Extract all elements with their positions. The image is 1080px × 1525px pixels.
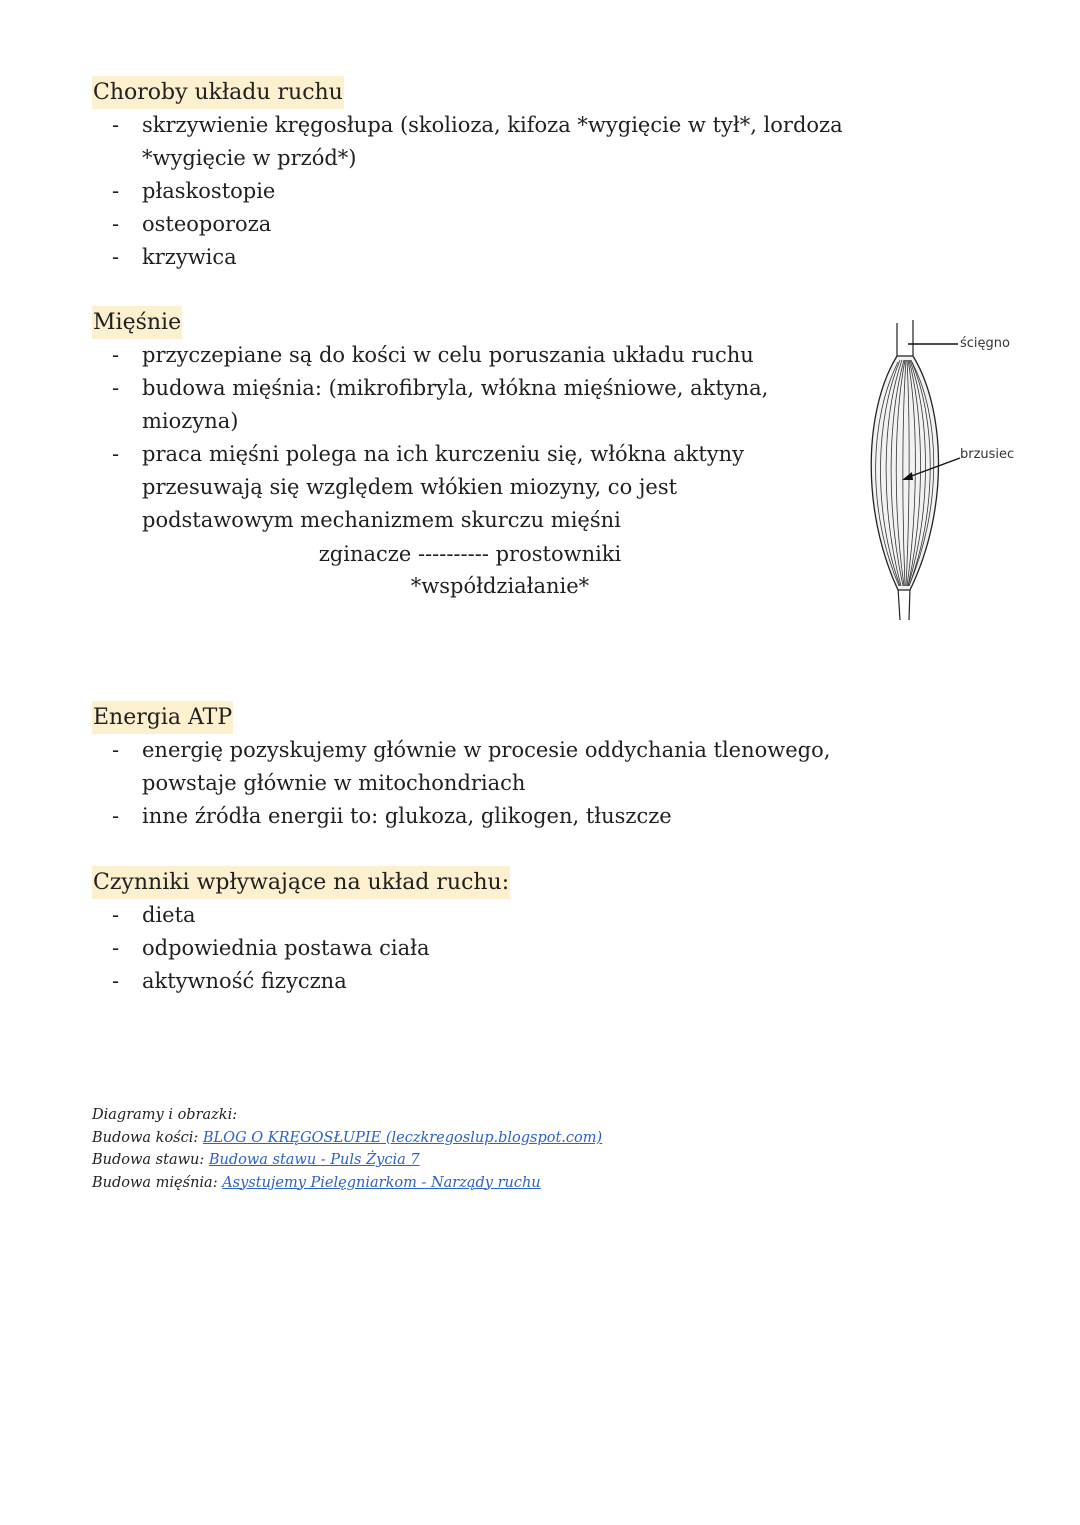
list-item: - odpowiednia postawa ciała xyxy=(92,932,692,965)
flexors-label: zginacze xyxy=(318,542,412,566)
list-atp xyxy=(92,734,912,833)
source-entry xyxy=(92,1149,602,1172)
extensors-label: prostowniki xyxy=(495,542,622,566)
list-item: - osteoporoza xyxy=(92,208,952,241)
list-item: - przyczepiane są do kości w celu poruszania układu ruchu xyxy=(92,339,852,372)
source-entry xyxy=(92,1127,602,1150)
source-label: Budowa kości: xyxy=(92,1129,203,1146)
section-atp xyxy=(92,701,912,833)
list-item: - płaskostopie xyxy=(92,175,952,208)
heading-czynniki: Czynniki wpływające na układ ruchu: xyxy=(92,866,510,899)
tendon-label: ścięgno xyxy=(960,336,1010,351)
list-item: - energię pozyskujemy głównie w procesie oddychania tlenowego, powstaje głównie w mitochondriach xyxy=(92,734,882,800)
sources-block xyxy=(92,1104,602,1194)
list-item: - dieta xyxy=(92,899,692,932)
section-czynniki xyxy=(92,866,692,998)
list-item: - inne źródła energii to: glukoza, glikogen, tłuszcze xyxy=(92,800,912,833)
list-czynniki xyxy=(92,899,692,998)
source-link-muscle[interactable]: Asystujemy Pielęgniarkom - Narządy ruchu xyxy=(222,1174,541,1191)
list-item: - praca mięśni polega na ich kurczeniu się, włókna aktyny przesuwają się względem włókien miozyny, co jest podstawowym mechanizmem skurczu mięśni xyxy=(92,438,832,537)
antagonists-dashes: ---------- xyxy=(417,542,489,566)
list-item: - budowa mięśnia: (mikrofibryla, włókna mięśniowe, aktyna, miozyna) xyxy=(92,372,852,438)
section-miesnie xyxy=(92,306,852,537)
heading-choroby: Choroby układu ruchu xyxy=(92,76,344,109)
sources-title: Diagramy i obrazki: xyxy=(92,1107,238,1123)
section-choroby xyxy=(92,76,952,274)
source-link-joint[interactable]: Budowa stawu - Puls Życia 7 xyxy=(208,1152,420,1168)
source-label: Budowa stawu: xyxy=(92,1152,209,1168)
source-link-bones[interactable]: BLOG O KRĘGOSŁUPIE (leczkregoslup.blogspot.com) xyxy=(202,1129,603,1146)
antagonists-note xyxy=(240,538,700,602)
list-choroby xyxy=(92,109,952,274)
source-entry xyxy=(92,1172,602,1195)
list-miesnie xyxy=(92,339,852,537)
antagonists-line xyxy=(240,538,700,570)
muscle-illustration xyxy=(850,318,1030,628)
cooperation-note: *współdziałanie* xyxy=(410,574,590,598)
source-label: Budowa mięśnia: xyxy=(92,1174,223,1191)
list-item: - krzywica xyxy=(92,241,952,274)
list-item: - skrzywienie kręgosłupa (skolioza, kifoza *wygięcie w tył*, lordoza *wygięcie w przód*) xyxy=(92,109,922,175)
muscle-diagram xyxy=(850,318,1030,628)
heading-atp: Energia ATP xyxy=(92,701,233,734)
belly-label: brzusiec xyxy=(960,447,1015,462)
heading-miesnie: Mięśnie xyxy=(92,306,182,339)
list-item: - aktywność fizyczna xyxy=(92,965,692,998)
